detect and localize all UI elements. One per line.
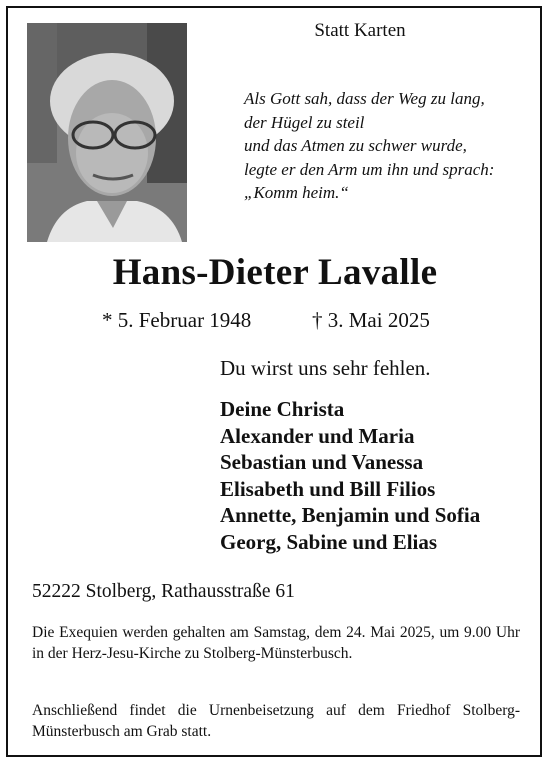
exequien-paragraph: Die Exequien werden gehalten am Samstag, dem 24. Mai 2025, um 9.00 Uhr in der Herz-Jesu-Kirche zu Stolberg-Münsterbusch. xyxy=(32,624,520,662)
portrait-photo xyxy=(27,23,187,242)
address: 52222 Stolberg, Rathausstraße 61 xyxy=(32,581,295,602)
poem-line: Als Gott sah, dass der Weg zu lang, xyxy=(244,89,485,108)
urn-burial-paragraph: Anschließend findet die Urnenbeisetzung auf dem Friedhof Stolberg-Münsterbusch am Grab statt. xyxy=(32,702,520,740)
life-dates xyxy=(102,308,462,333)
family-member: Elisabeth und Bill Filios xyxy=(220,476,436,501)
family-list xyxy=(220,396,480,555)
portrait-image xyxy=(27,23,187,242)
family-member: Georg, Sabine und Elias xyxy=(220,529,438,554)
closing-line: Du wirst uns sehr fehlen. xyxy=(220,356,431,380)
family-member: Deine Christa xyxy=(220,397,345,421)
poem-line: und das Atmen zu schwer wurde, xyxy=(244,136,467,155)
poem xyxy=(244,87,536,205)
death-date: † 3. Mai 2025 xyxy=(312,308,430,332)
family-member: Alexander und Maria xyxy=(220,423,415,448)
poem-line: legte er den Arm um ihn und sprach: xyxy=(244,159,495,179)
statt-karten-heading: Statt Karten xyxy=(314,20,406,41)
poem-line: der Hügel zu steil xyxy=(244,112,365,132)
family-member: Annette, Benjamin und Sofia xyxy=(220,503,481,527)
birth-date: * 5. Februar 1948 xyxy=(102,308,252,332)
family-member: Sebastian und Vanessa xyxy=(220,450,424,474)
poem-line: „Komm heim.“ xyxy=(244,183,349,202)
deceased-name: Hans-Dieter Lavalle xyxy=(112,252,438,293)
